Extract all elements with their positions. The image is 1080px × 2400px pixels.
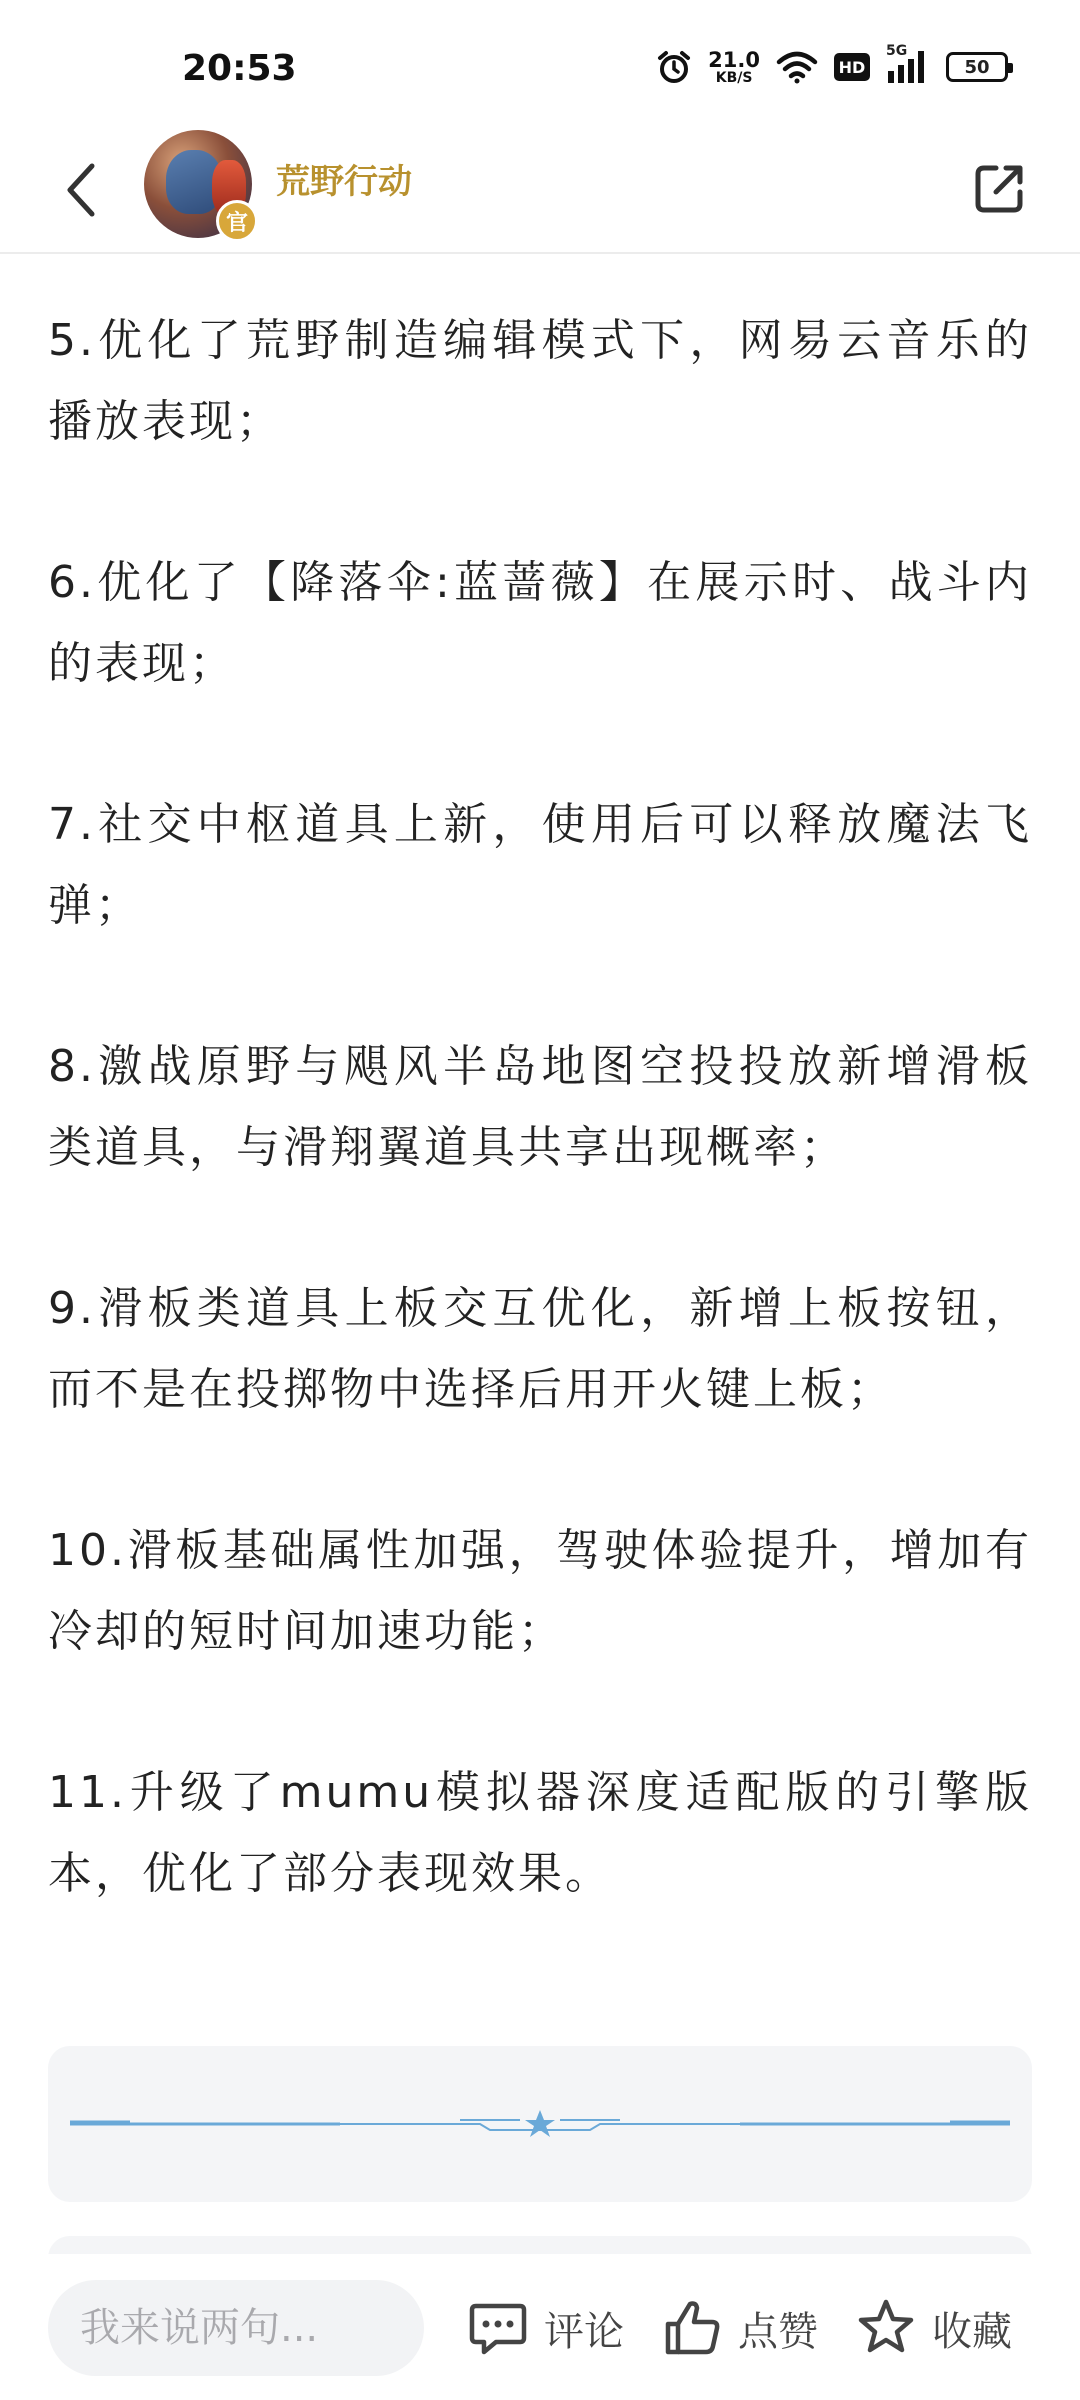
hd-badge: HD bbox=[834, 53, 870, 81]
battery-indicator: 50 bbox=[946, 52, 1008, 82]
article-paragraph: 5.优化了荒野制造编辑模式下，网易云音乐的播放表现； bbox=[48, 315, 1032, 447]
net-speed bbox=[708, 47, 760, 86]
comment-input[interactable] bbox=[48, 2280, 424, 2376]
article-paragraph: 6.优化了【降落伞:蓝蔷薇】在展示时、战斗内的表现； bbox=[48, 557, 1032, 689]
favorite-button[interactable] bbox=[854, 2284, 1012, 2372]
share-button[interactable] bbox=[960, 148, 1040, 228]
chevron-left-icon bbox=[60, 160, 100, 220]
status-bar bbox=[0, 0, 1080, 130]
decorative-divider-card bbox=[48, 2046, 1032, 2202]
comment-icon bbox=[466, 2296, 530, 2360]
share-icon bbox=[970, 158, 1030, 218]
avatar[interactable] bbox=[144, 130, 252, 238]
bottom-action-bar bbox=[0, 2254, 1080, 2400]
official-badge: 官 bbox=[216, 200, 258, 242]
cell-signal-icon bbox=[886, 43, 930, 85]
status-icons bbox=[656, 42, 1008, 92]
like-button[interactable] bbox=[660, 2284, 818, 2372]
back-button[interactable] bbox=[40, 150, 120, 230]
signal-label: 5G bbox=[886, 43, 908, 59]
app-header bbox=[0, 130, 1080, 254]
article-paragraph: 8.激战原野与飓风半岛地图空投投放新增滑板类道具，与滑翔翼道具共享出现概率； bbox=[48, 1041, 1032, 1173]
favorite-label: 收藏 bbox=[932, 2308, 1012, 2355]
article-paragraph: 10.滑板基础属性加强，驾驶体验提升，增加有冷却的短时间加速功能； bbox=[48, 1525, 1032, 1657]
comment-button[interactable] bbox=[466, 2284, 624, 2372]
status-time: 20:53 bbox=[182, 48, 297, 89]
article-paragraph: 11.升级了mumu模拟器深度适配版的引擎版本，优化了部分表现效果。 bbox=[48, 1767, 1032, 1899]
net-speed-value: 21.0 bbox=[708, 47, 760, 72]
wifi-icon bbox=[776, 50, 818, 84]
article-paragraph: 7.社交中枢道具上新，使用后可以释放魔法飞弹； bbox=[48, 799, 1032, 931]
alarm-icon bbox=[656, 49, 692, 85]
account-name[interactable]: 荒野行动 bbox=[276, 162, 412, 202]
net-speed-unit: KB/S bbox=[715, 69, 753, 86]
comment-label: 评论 bbox=[544, 2308, 624, 2355]
article-body bbox=[48, 300, 1032, 1994]
article-paragraph: 9.滑板类道具上板交互优化，新增上板按钮，而不是在投掷物中选择后用开火键上板； bbox=[48, 1283, 1032, 1415]
star-divider-ornament bbox=[70, 2104, 1010, 2144]
star-icon bbox=[854, 2296, 918, 2360]
thumbs-up-icon bbox=[660, 2296, 724, 2360]
like-label: 点赞 bbox=[738, 2308, 818, 2355]
